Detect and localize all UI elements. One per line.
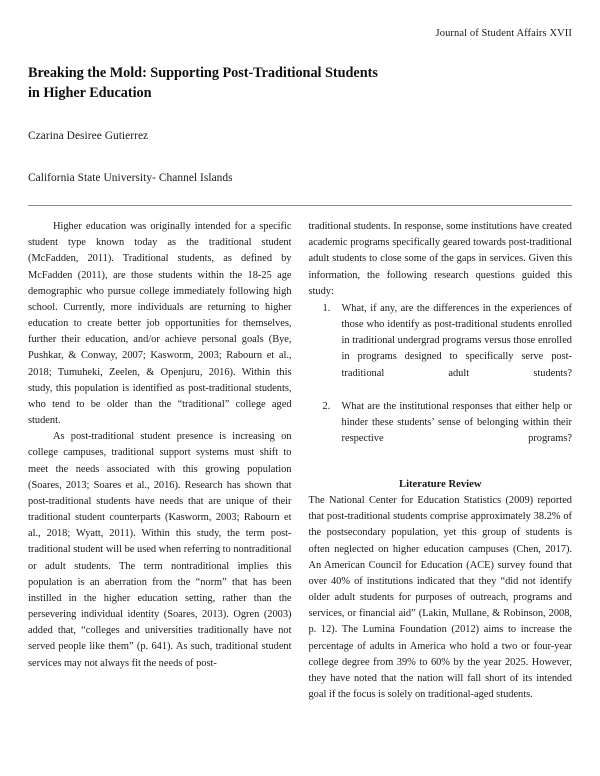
page-title [28,63,572,104]
list-item [309,399,573,464]
right-column [309,219,573,703]
list-item [309,301,573,398]
right-paragraph-2: The National Center for Education Statistics (2009) reported that post-traditional students comprise approximately 38.2% of the postsecondary population, yet this group of students is often neglected on higher education campuses (Chen, 2017). An American Council for Education (ACE) survey found that over 40% of institutions indicated that they “did not identify older adult students for purposes of outreach, programs and services, or financial aid” (Lakin, Mullane, & Robinson, 2008, p. 12). The Lumina Foundation (2012) aims to increase the percentage of adults in America who hold a two or four-year college degree from 39% to 60% by the year 2025. However, they have noted that the nation will fall short of its intended goal if the focus is solely on traditional-aged students. [308,494,572,701]
running-head: Journal of Student Affairs XVII [435,28,572,39]
paper-title-line-1: Breaking the Mold: Supporting Post-Traditional Students [28,64,378,81]
paper-title-line-2: in Higher Education [28,84,152,101]
research-question-text: What are the institutional responses that either help or hinder these students’ sense of belonging within their respective programs? [341,400,572,445]
section-heading-literature-review: Literature Review [399,478,482,490]
two-column-body [28,219,572,703]
research-question-number: 1. [322,302,331,314]
research-question-text: What, if any, are the differences in the experiences of those who identify as post-traditional students enrolled in traditional undergrad programs versus those enrolled in programs designed to specifically serve post-traditional adult students? [341,302,572,379]
header-divider-rule [28,205,572,206]
research-question-number: 2. [322,400,331,412]
left-paragraph-2: As post-traditional student presence is increasing on college campuses, traditional support systems must shift to meet the needs associated with this growing population (Soares, 2013; Soares et al., 2016). Research has shown that post-traditional students have needs that are unique of their traditional student counterparts (Kasworm, 2003; Rabourn et al., 2018; Wyatt, 2011). Within this study, the term post-traditional student will be used when referring to nontraditional or adult students. The term nontraditional implies this population is an aberration from the “norm” that has been instilled in the higher education setting, rather than the persevering individual identity (Soares, 2013). Ogren (2003) added that, “colleges and universities traditionally have not served people like them” (p. 641). As such, traditional student services may not always fit the needs of post- [28,431,292,669]
author-affiliation: California State University- Channel Islands [28,172,233,185]
title-block [28,63,572,186]
author-name: Czarina Desiree Gutierrez [28,130,149,143]
left-column [28,219,292,672]
right-paragraph-1: traditional students. In response, some institutions have created academic programs specifically geared towards post-traditional adult students to close some of the gaps in services. Given this information, the following research questions guided this study: [308,221,572,297]
left-paragraph-1: Higher education was originally intended for a specific student type known today as the traditional student (McFadden, 2011). Traditional students, as defined by McFadden (2011), are those students within the 18-25 age demographic who pursue college immediately following high school. Currently, more individuals are returning to higher education to create better job opportunities for themselves, further their education, and/or achieve personal goals (Bye, Pushkar, & Conway, 2007; Kasworm, 2003; Rabourn et al., 2018; Tumuheki, Zeelen, & Openjuru, 2016). Within this study, this population is identified as post-traditional students, who tend to be older than the “traditional” college aged student. [28,221,292,427]
research-questions-list [309,301,573,464]
